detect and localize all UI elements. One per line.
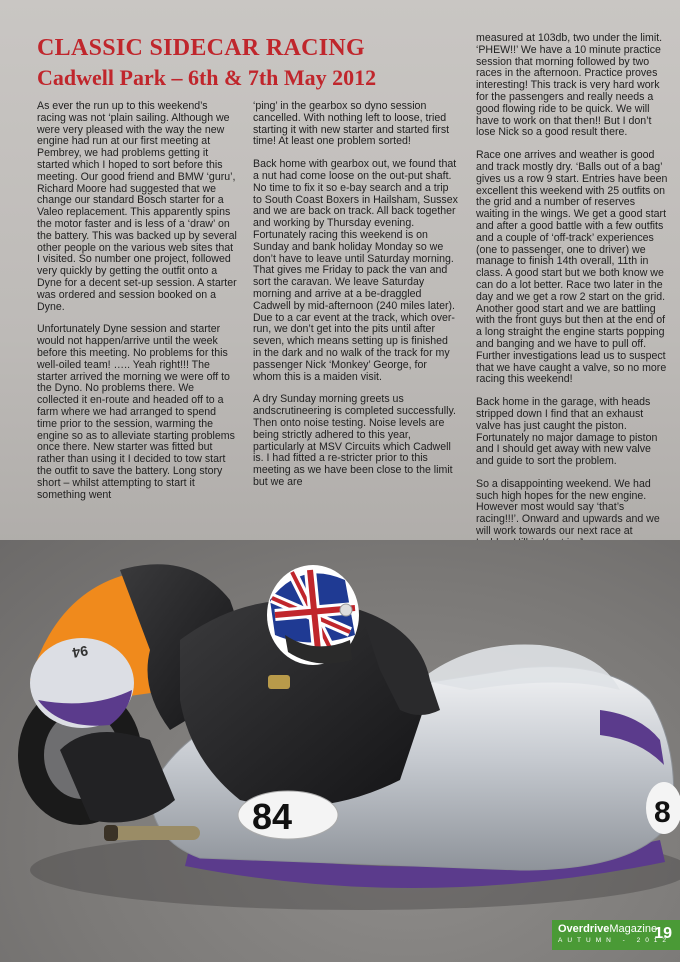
text-column-2 — [253, 101, 458, 500]
text-column-1 — [37, 101, 237, 512]
issue-season: AUTUMN - 2012 — [558, 937, 672, 944]
race-number: 84 — [252, 796, 293, 837]
sidecar-illustration — [0, 540, 680, 962]
paragraph: A dry Sunday morning greets us andscrutineering is completed successfully. Then onto noise testing. Noise levels are being strictly adhered to this year, particularly at MSV Circuits which Cadwell is. I had fitted a re-stricter prior to this meeting as we have been close to the limit but we are — [253, 393, 456, 488]
magazine-footer-badge — [552, 920, 680, 950]
paragraph: Back home in the garage, with heads stripped down I find that an exhaust valve has just caught the piston. Fortunately no major damage to piston and I should get away with new valve and guide to sort the problem. — [476, 396, 658, 468]
paragraph: Unfortunately Dyne session and starter would not happen/arrive until the week before this meeting. No problems for this well-oiled team! ….. Yeah right!!! The starter arrived the morning we were off to the Dyno. No problems there. We collected it en-route and headed off to a farm where we had arranged to spend time prior to the session, warming the engine so as to alleviate starting problems once there. New starter was fitted but rather than using it I decided to tow start the outfit to save the battery. Long story short – whilst attempting to start it something went — [37, 323, 235, 501]
exhaust-pipe — [110, 826, 200, 840]
driver-helmet — [267, 565, 359, 665]
magazine-name — [558, 923, 657, 935]
paragraph: So a disappointing weekend. We had such high hopes for the new engine. However most would say ‘that’s racing!!!’. Onward and upwards and we will work towards our next race at — [476, 477, 660, 538]
sidecar-photo — [0, 540, 680, 962]
title-main: CLASSIC SIDECAR RACING — [37, 35, 365, 61]
text-column-3 — [476, 33, 668, 606]
article-title — [37, 34, 467, 91]
leather-badge — [268, 675, 290, 689]
paragraph: Race one arrives and weather is good and track mostly dry. ‘Balls out of a bag’ gives us a row 9 start. Entries have been excellent this weekend with 25 outfits on the grid and a number of reserves waiting in the wings. We get a good start and after a good battle with a few outfits and a couple of ‘off-track’ experiences (one to passenger, one to driver) we manage to finish 14th overall, 11th in class. A good start but we both know we can do a lot better. Race two later in the day and we get a row 2 start on the grid. Another good start and we are battling with the front guys but then at the end of a long straight the engine starts popping and banging and we have to pull off. Further investigations lead us to suspect that we have caught a valve, so no more racing this weekend! — [476, 149, 668, 386]
nose-race-number: 8 — [654, 796, 671, 829]
windscreen — [420, 644, 620, 690]
exhaust-tip — [104, 825, 118, 841]
paragraph: Back home with gearbox out, we found that a nut had come loose on the out-put shaft. No time to fix it so e-bay search and a trip to South Coast Boxers in Hailsham, Sussex and we are back on track. All back together and working by Thursday evening. Fortunately racing this weekend is on Sunday and bank holiday Monday so we don’t have to leave until Saturday morning. That gives me Friday to pack the van and sort the caravan. We leave Saturday morning and arrive at a be-draggled Cadwell by mid-afternoon (240 miles later). Due to a car event at the track, which over-run, we don’t get into the pits until after seven, which means setting up is finished in the dark and no walk of the track for my passenger Nick ‘Monkey’ George, for whom this is a maiden visit. — [253, 158, 458, 383]
helmet-number: 94 — [71, 642, 90, 662]
magazine-name-bold: Overdrive — [558, 923, 610, 935]
paragraph: measured at 103db, two under the limit. ‘PHEW!!’ We have a 10 minute practice session that morning followed by two races in the afternoon. Practice proves interesting! This track is very hard work for the passengers and really needs a good flowing ride to be quick. We will have to work on that then!! But I don’t lose Nick so a good result there. — [476, 32, 663, 139]
magazine-name-light: Magazine — [609, 923, 658, 935]
paragraph: As ever the run up to this weekend’s racing was not ‘plain sailing. Although we were very pleased with the way the new engine had run at our first meeting at Pembrey, we had problems getting it started which I hoped to sort before this meeting. Our good friend and BMW ‘guru’, Richard Moore had suggested that we change our standard Bosch starter for a Valeo replacement. This apparently spins the motor faster and is less of a ‘draw’ on the battery. This was backed up by several other people on the various web sites that I visited. So number one project, followed very quickly by getting the outfit onto a Dyne for a decent set-up session. A starter was ordered and session booked on a Dyne. — [37, 100, 237, 313]
page-number: 19 — [654, 925, 672, 942]
title-subtitle: Cadwell Park – 6th & 7th May 2012 — [37, 64, 377, 90]
paragraph: ‘ping’ in the gearbox so dyno session cancelled. With nothing left to loose, tried starting it with new starter and started first time! At least one problem sorted! — [253, 100, 450, 148]
